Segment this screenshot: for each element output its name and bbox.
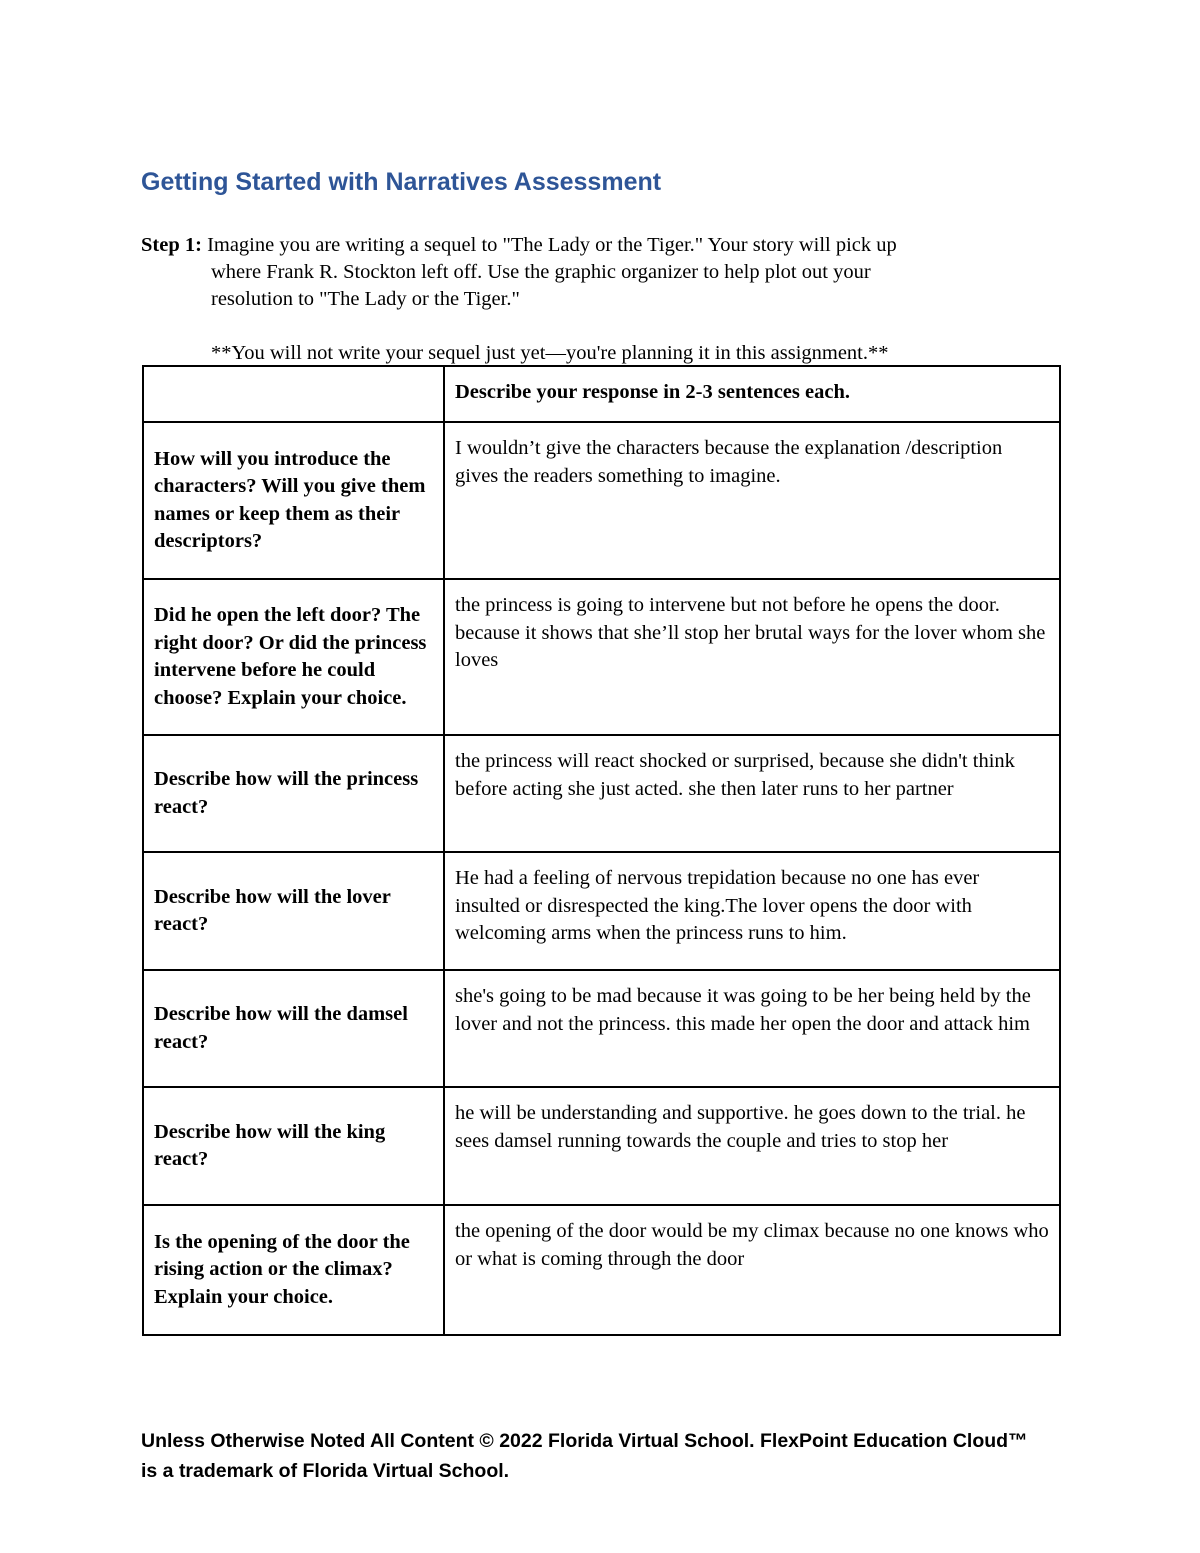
footer-line-1: Unless Otherwise Noted All Content © 2022 Florida Virtual School. FlexPoint Education Cloud™ [141,1430,1028,1452]
table-row [143,1087,1060,1205]
step-label: Step 1: [141,234,202,256]
question-cell: Did he open the left door? The right door? Or did the princess intervene before he could choose? Explain your choice. [143,579,444,735]
table-row [143,1205,1060,1335]
answer-cell: I wouldn’t give the characters because the explanation /description gives the readers something to imagine. [444,422,1060,579]
answer-cell: He had a feeling of nervous trepidation because no one has ever insulted or disrespected the king.The lover opens the door with welcoming arms when the princess runs to him. [444,852,1060,970]
question-cell: Is the opening of the door the rising action or the climax? Explain your choice. [143,1205,444,1335]
table-row [143,852,1060,970]
question-cell: How will you introduce the characters? Will you give them names or keep them as their descriptors? [143,422,444,579]
step-text-line-1: Imagine you are writing a sequel to "The Lady or the Tiger." Your story will pick up [207,234,897,256]
table-row [143,579,1060,735]
table-row [143,422,1060,579]
question-cell: Describe how will the princess react? [143,735,444,852]
question-cell: Describe how will the damsel react? [143,970,444,1087]
step-instructions [141,232,1041,367]
question-cell: Describe how will the lover react? [143,852,444,970]
table-header-row [143,366,1060,422]
header-empty-cell [143,366,444,422]
answer-cell: the opening of the door would be my climax because no one knows who or what is coming through the door [444,1205,1060,1335]
graphic-organizer-table [142,365,1061,1336]
question-cell: Describe how will the king react? [143,1087,444,1205]
page-title: Getting Started with Narratives Assessment [141,168,662,196]
step-line-1 [141,232,1041,259]
answer-cell: the princess will react shocked or surprised, because she didn't think before acting she just acted. she then later runs to her partner [444,735,1060,852]
answer-cell: he will be understanding and supportive. he goes down to the trial. he sees damsel running towards the couple and tries to stop her [444,1087,1060,1205]
footer-line-2: is a trademark of Florida Virtual School. [141,1460,510,1482]
copyright-footer [141,1426,1081,1486]
table-row [143,970,1060,1087]
header-response-cell: Describe your response in 2-3 sentences each. [444,366,1060,422]
answer-cell: she's going to be mad because it was going to be her being held by the lover and not the princess. this made her open the door and attack him [444,970,1060,1087]
step-text-line-3: resolution to "The Lady or the Tiger." [211,288,520,310]
table-row [143,735,1060,852]
step-note: **You will not write your sequel just yet—you're planning it in this assignment.** [211,342,889,364]
step-text-line-2: where Frank R. Stockton left off. Use the graphic organizer to help plot out your [211,261,871,283]
answer-cell: the princess is going to intervene but not before he opens the door. because it shows that she’ll stop her brutal ways for the lover whom she loves [444,579,1060,735]
